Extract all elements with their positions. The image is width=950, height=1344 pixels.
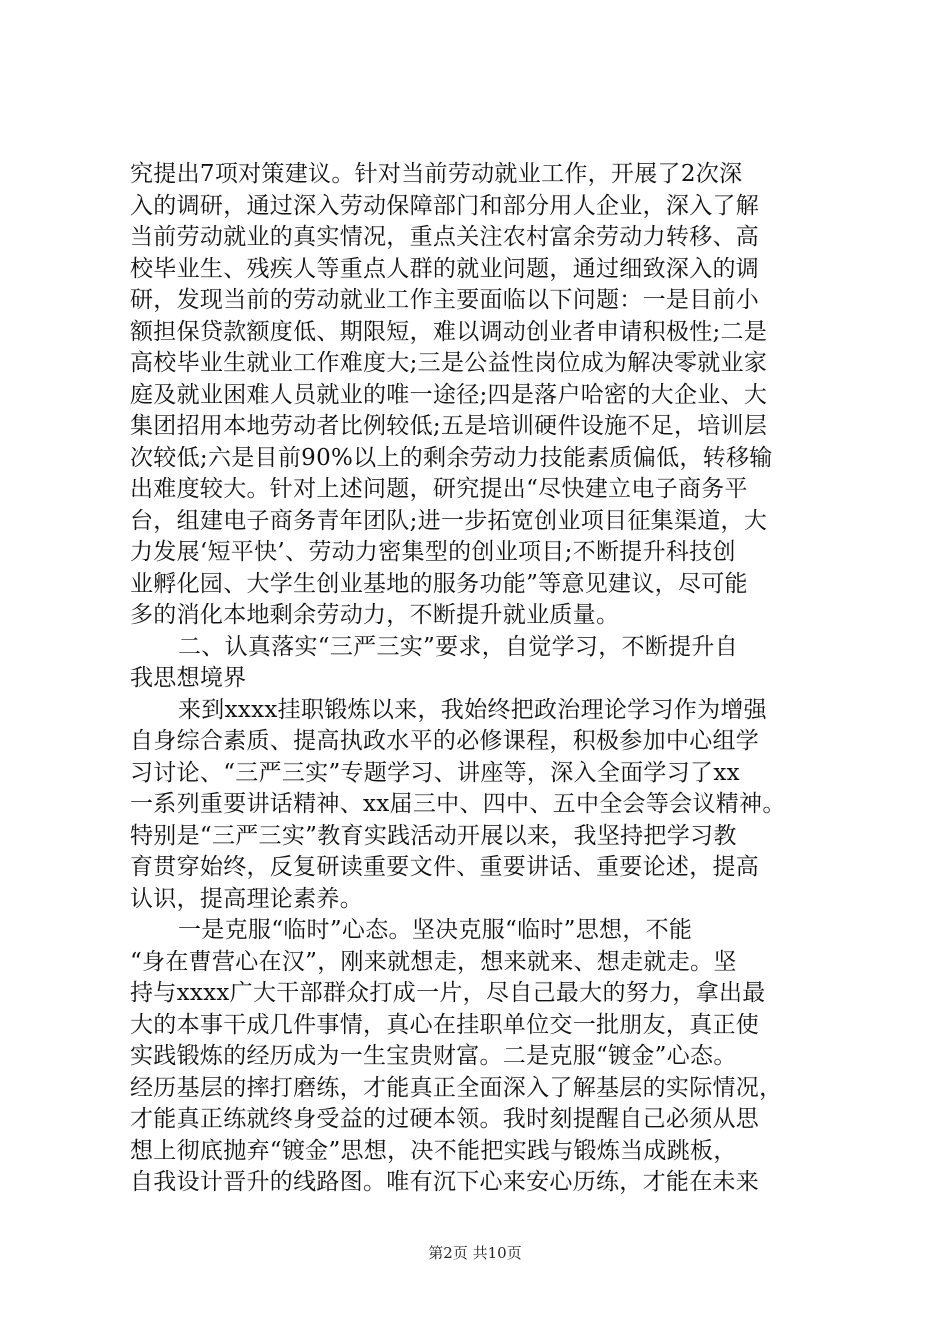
text-line: 自身综合素质、提高执政水平的必修课程，积极参加中心组学 bbox=[130, 728, 760, 754]
text-line: 力发展‘短平快’、劳动力密集型的创业项目;不断提升科技创 bbox=[130, 539, 736, 565]
text-line: 庭及就业困难人员就业的唯一途径;四是落户哈密的大企业、大 bbox=[130, 381, 768, 408]
text-line: 多的消化本地剩余劳动力，不断提升就业质量。 bbox=[130, 602, 620, 628]
text-line: 当前劳动就业的真实情况，重点关注农村富余劳动力转移、高 bbox=[130, 224, 760, 250]
text-line: 育贯穿始终，反复研读重要文件、重要讲话、重要论述，提高 bbox=[130, 854, 760, 880]
text-line: 自我设计晋升的线路图。唯有沉下心来安心历练，才能在未来 bbox=[130, 1169, 760, 1195]
text-line: 集团招用本地劳动者比例较低;五是培训硬件设施不足，培训层 bbox=[130, 413, 768, 439]
text-line: 认识，提高理论素养。 bbox=[130, 885, 363, 912]
text-line: 持与xxxx广大干部群众打成一片，尽自己最大的努力，拿出最 bbox=[130, 980, 766, 1006]
text-line: 次较低;六是目前90%以上的剩余劳动力技能素质偏低，转移输 bbox=[130, 444, 773, 471]
text-line: 来到xxxx挂职锻炼以来，我始终把政治理论学习作为增强 bbox=[178, 696, 767, 723]
section-heading-continued: 我思想境界 bbox=[130, 665, 247, 691]
text-line: 究提出7项对策建议。针对当前劳动就业工作，开展了2次深 bbox=[130, 161, 743, 187]
text-line: 高校毕业生就业工作难度大;三是公益性岗位成为解决零就业家 bbox=[130, 350, 768, 376]
text-line: 经历基层的摔打磨练，才能真正全面深入了解基层的实际情况， bbox=[130, 1074, 783, 1101]
section-heading: 二、认真落实“三严三实”要求，自觉学习，不断提升自 bbox=[178, 633, 739, 660]
text-line: 额担保贷款额度低、期限短，难以调动创业者申请积极性;二是 bbox=[130, 318, 768, 345]
text-line: “身在曹营心在汉”，刚来就想走，想来就来、想走就走。坚 bbox=[130, 948, 737, 975]
text-line: 研，发现当前的劳动就业工作主要面临以下问题：一是目前小 bbox=[130, 287, 760, 313]
text-line: 大的本事干成几件事情，真心在挂职单位交一批朋友，真正使 bbox=[130, 1011, 760, 1038]
page-number-footer: 第2页 共10页 bbox=[428, 1244, 522, 1262]
text-line: 一系列重要讲话精神、xx届三中、四中、五中全会等会议精神。 bbox=[130, 791, 786, 817]
text-line: 校毕业生、残疾人等重点人群的就业问题，通过细致深入的调 bbox=[130, 255, 760, 282]
text-line: 业孵化园、大学生创业基地的服务功能”等意见建议，尽可能 bbox=[130, 570, 748, 597]
text-line: 出难度较大。针对上述问题，研究提出“尽快建立电子商务平 bbox=[130, 476, 748, 502]
text-line: 特别是“三严三实”教育实践活动开展以来，我坚持把学习教 bbox=[130, 822, 737, 849]
text-line: 才能真正练就终身受益的过硬本领。我时刻提醒自己必须从思 bbox=[130, 1106, 760, 1132]
text-line: 想上彻底抛弃“镀金”思想，决不能把实践与锻炼当成跳板， bbox=[130, 1137, 737, 1164]
text-line: 习讨论、“三严三实”专题学习、讲座等，深入全面学习了xx bbox=[130, 759, 740, 786]
text-line: 一是克服“临时”心态。坚决克服“临时”思想，不能 bbox=[178, 917, 693, 943]
text-line: 入的调研，通过深入劳动保障部门和部分用人企业，深入了解 bbox=[130, 192, 760, 219]
text-line: 实践锻炼的经历成为一生宝贵财富。二是克服“镀金”心态。 bbox=[130, 1043, 737, 1069]
text-line: 台，组建电子商务青年团队;进一步拓宽创业项目征集渠道，大 bbox=[130, 507, 768, 534]
document-body bbox=[130, 159, 832, 1199]
